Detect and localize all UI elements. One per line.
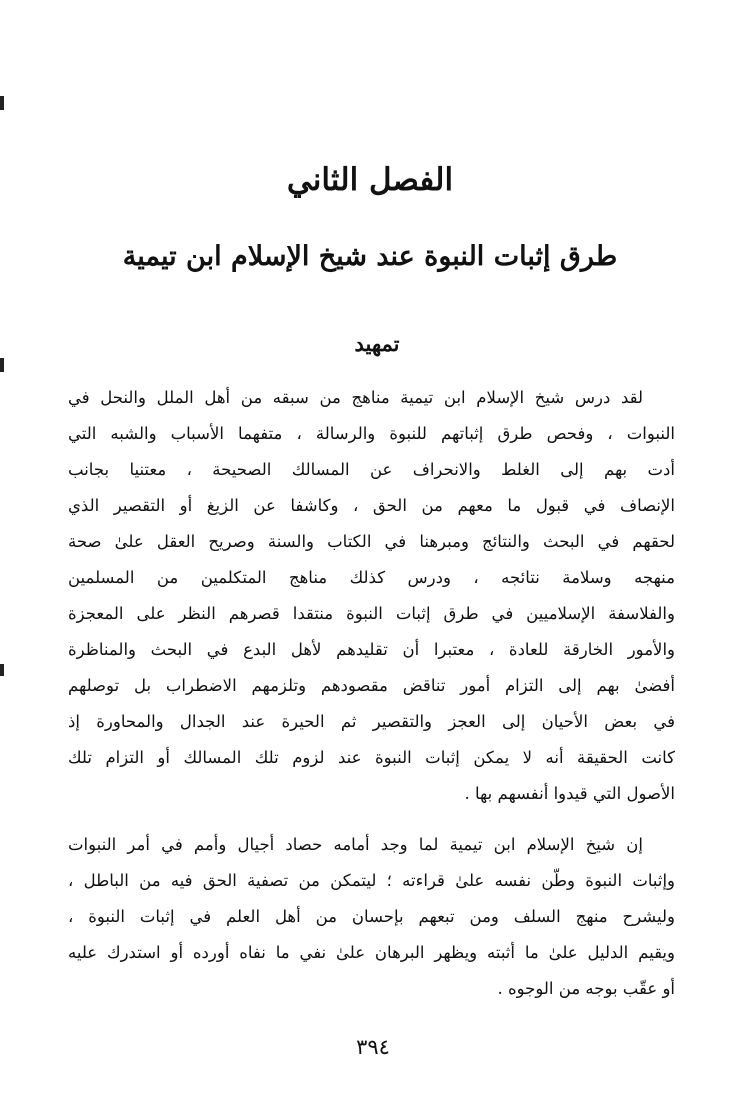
text-line: وليشرح منهج السلف ومن تبعهم بإحسان من أهل العلم في إثبات النبوة ، [68,907,675,926]
text-line: ويقيم الدليل علىٰ ما أثبته ويظهر البرهان علىٰ نفي ما نفاه أورده أو استدرك عليه [68,943,675,962]
text-line: الإنصاف في قبول ما معهم من الحق ، وكاشفا عن الزيغ أو التقصير الذي [68,496,675,515]
scan-edge-mark [0,664,4,676]
main-title: طرق إثبات النبوة عند شيخ الإسلام ابن تيمية [122,241,618,272]
page-number: ٣٩٤ [356,1035,390,1059]
text-line: منهجه وسلامة نتائجه ، ودرس كذلك مناهج المتكلمين من المسلمين [68,568,675,587]
paragraph-2 [68,827,675,1007]
text-line: أفضىٰ بهم إلى التزام أمور تناقض مقصودهم وتلزمهم الاضطراب بل توصلهم [68,676,675,695]
text-line: النبوات ، وفحص طرق إثباتهم للنبوة والرسالة ، متفهما الأسباب والشبه التي [68,424,675,443]
text-line: لقد درس شيخ الإسلام ابن تيمية مناهج من سبقه من أهل الملل والنحل في [68,388,643,407]
chapter-title: الفصل الثاني [286,162,454,198]
paragraph-1 [68,380,675,812]
text-line: أدت بهم إلى الغلط والانحراف عن المسالك الصحيحة ، معتنيا بجانب [68,460,675,479]
text-line: لحقهم في البحث والنتائج ومبرهنا في الكتاب والسنة وصريح العقل علىٰ صحة [68,532,675,551]
text-line: كانت الحقيقة أنه لا يمكن إثبات النبوة عند لزوم تلك المسالك أو التزام تلك [68,748,675,767]
text-line: إن شيخ الإسلام ابن تيمية لما وجد أمامه حصاد أجيال وأمم في أمر النبوات [68,835,643,854]
text-line: وإثبات النبوة وطّن نفسه علىٰ قراءته ؛ ليتمكن من تصفية الحق فيه من الباطل ، [68,871,675,890]
text-line: أو عقّب بوجه من الوجوه . [497,979,675,998]
text-line: والأمور الخارقة للعادة ، معتبرا أن تقليدهم لأهل البدع في البحث والمناظرة [68,640,675,659]
scan-edge-mark [0,96,4,110]
text-line: والفلاسفة الإسلاميين في طرق إثبات النبوة منتقدا قصرهم النظر على المعجزة [68,604,675,623]
text-line: الأصول التي قيدوا أنفسهم بها . [464,784,675,803]
text-line: في بعض الأحيان إلى العجز والتقصير ثم الحيرة عند الجدال والمحاورة إذ [68,712,675,731]
section-title: تمهيد [354,331,400,356]
